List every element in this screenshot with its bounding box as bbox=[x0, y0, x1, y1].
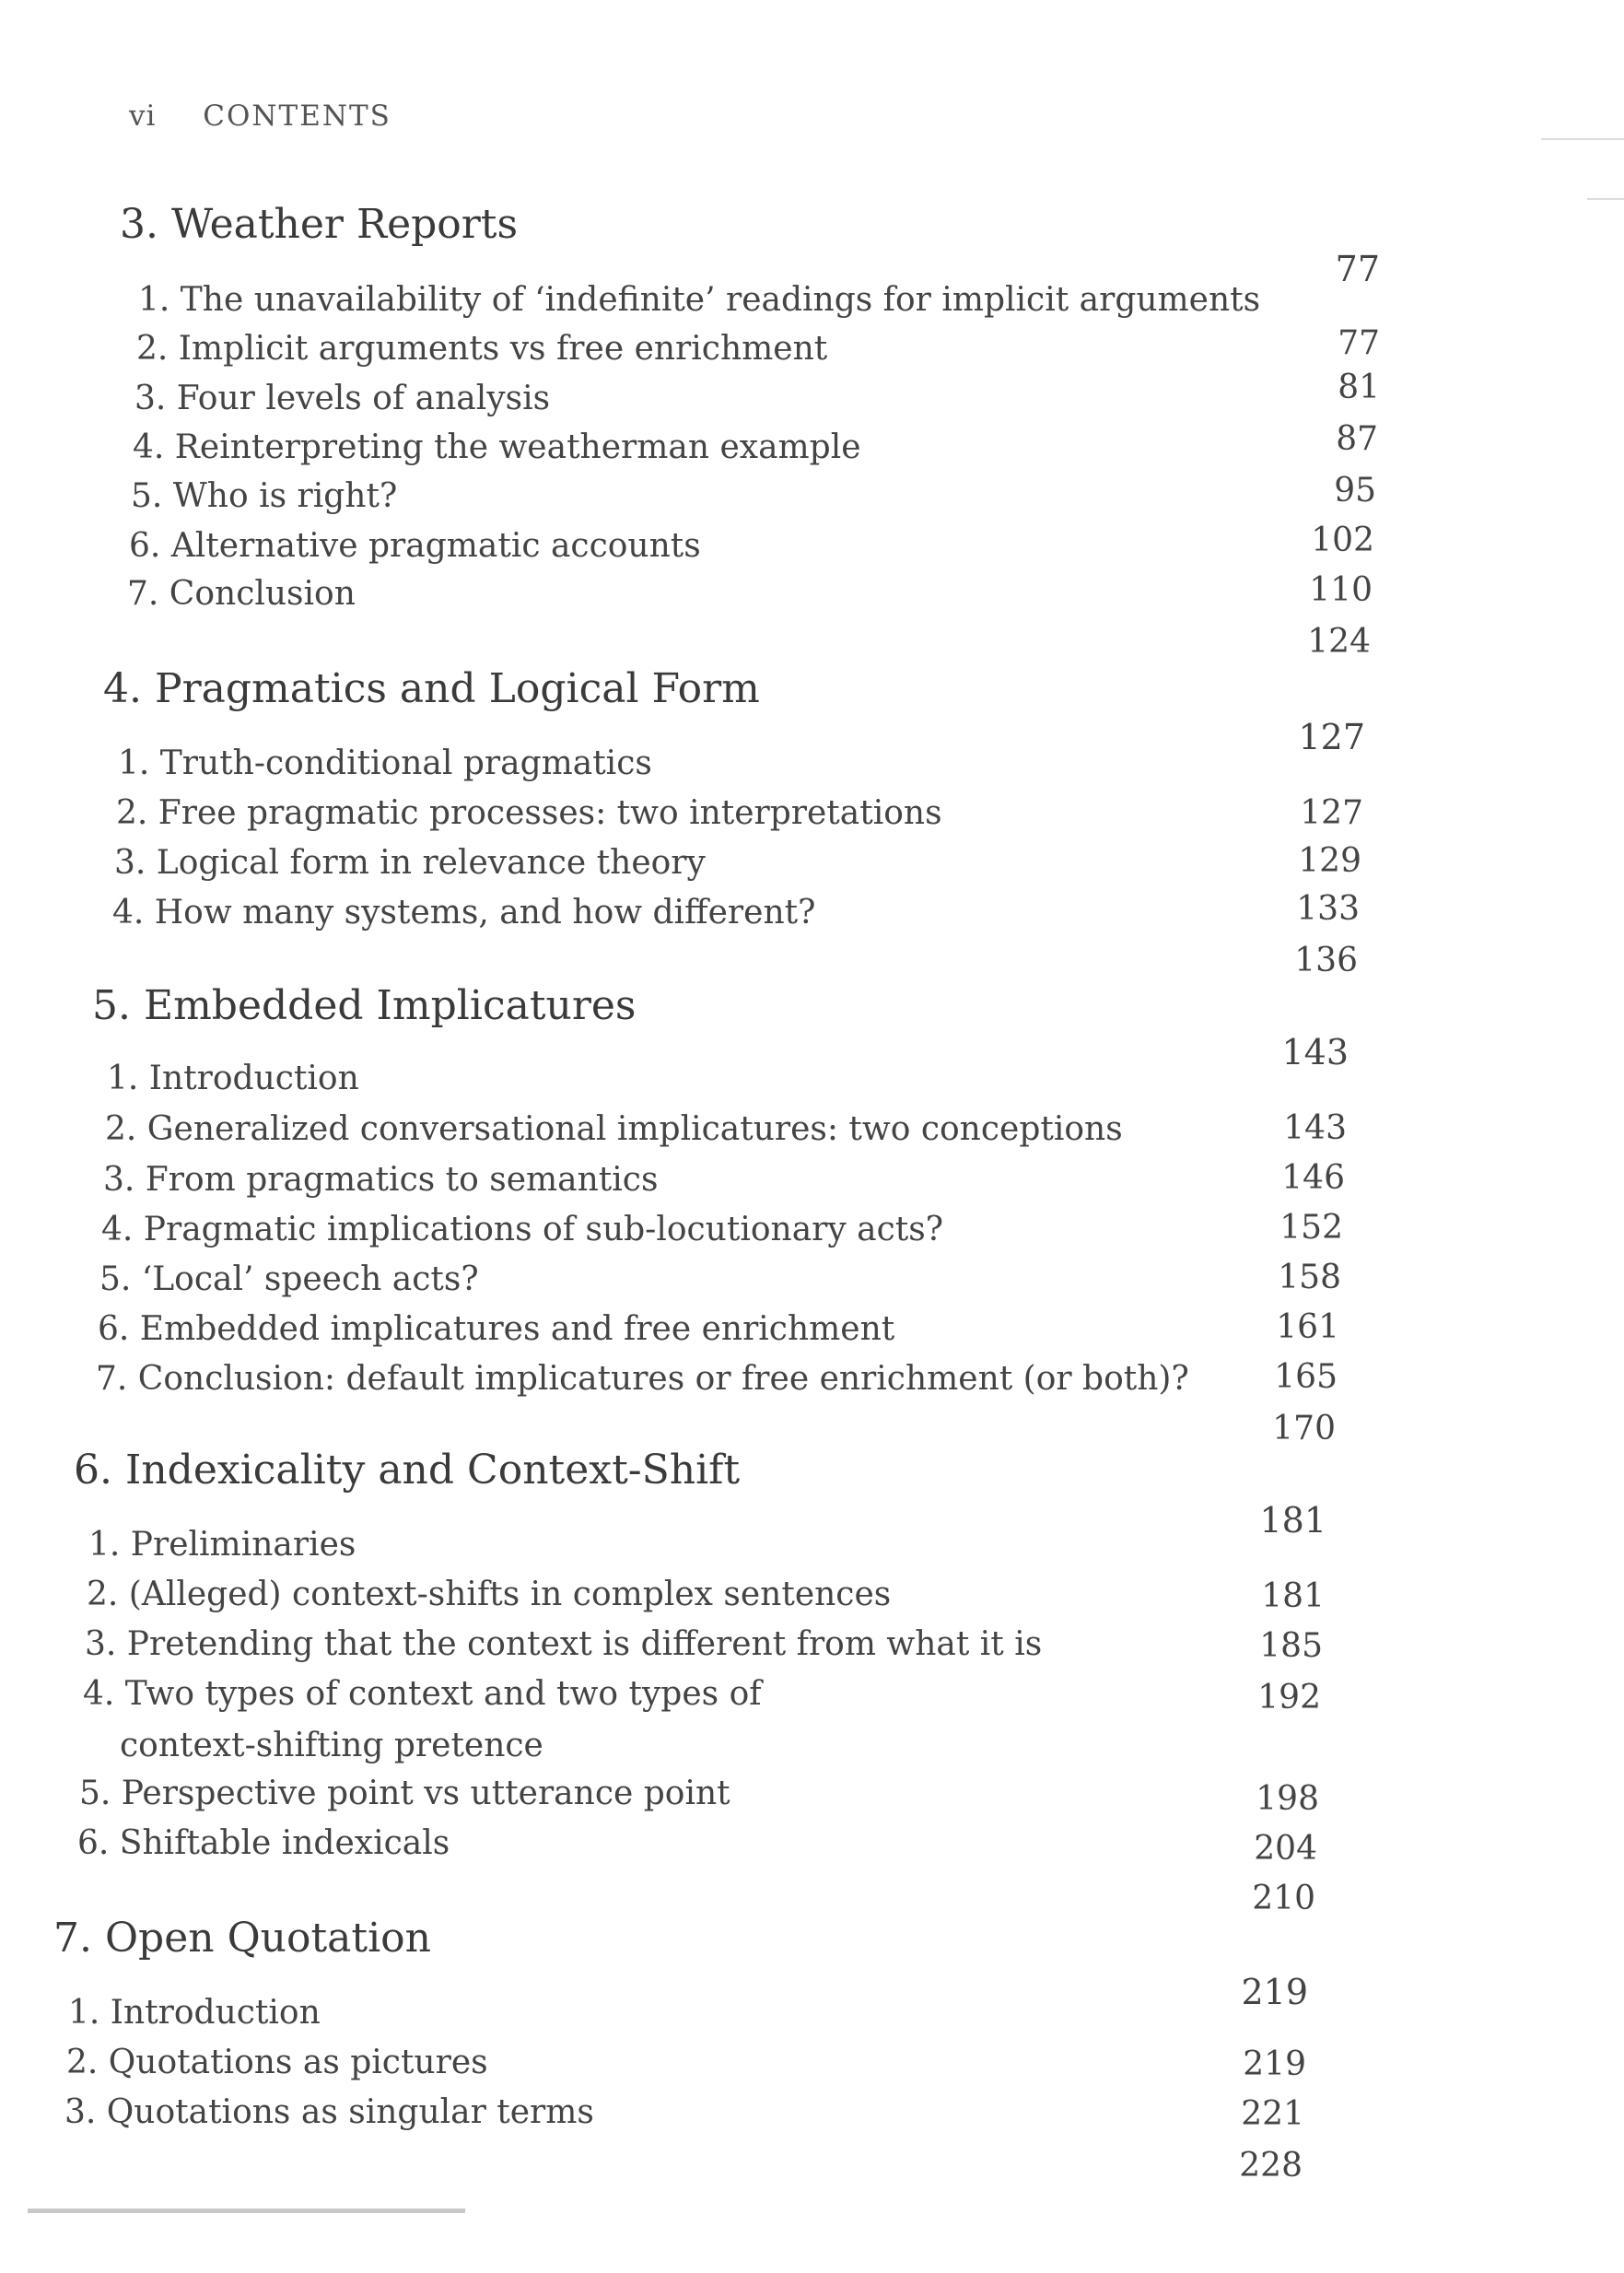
scan-edge-shadow bbox=[28, 2209, 465, 2213]
toc-entry: 2. (Alleged) context-shifts in complex sentences bbox=[87, 1576, 892, 1613]
toc-entry: 3. Logical form in relevance theory bbox=[114, 844, 706, 882]
toc-entry-page: 198 bbox=[1256, 1780, 1319, 1818]
toc-entry-page: 192 bbox=[1257, 1679, 1321, 1716]
toc-entry-page: 185 bbox=[1259, 1627, 1323, 1665]
toc-entry: 5. Perspective point vs utterance point bbox=[79, 1775, 730, 1812]
toc-entry-page: 87 bbox=[1336, 420, 1378, 458]
toc-entry: 6. Embedded implicatures and free enrichment bbox=[98, 1310, 895, 1348]
toc-entry: 4. Pragmatic implications of sub-locutionary acts? bbox=[101, 1211, 944, 1248]
page-folio: vi bbox=[129, 100, 157, 133]
toc-entry: 3. From pragmatics to semantics bbox=[103, 1161, 659, 1199]
chapter-3-page: 77 bbox=[1335, 249, 1380, 289]
toc-entry: 5. ‘Local’ speech acts? bbox=[99, 1260, 479, 1298]
toc-entry: 4. How many systems, and how different? bbox=[112, 894, 816, 931]
toc-entry-page: 204 bbox=[1254, 1830, 1317, 1868]
toc-entry-page: 146 bbox=[1281, 1159, 1345, 1197]
toc-entry-page: 95 bbox=[1334, 472, 1376, 510]
toc-entry-page: 210 bbox=[1252, 1880, 1315, 1917]
chapter-6-title: 6. Indexicality and Context-Shift bbox=[74, 1447, 741, 1494]
scan-smudge bbox=[1587, 198, 1624, 200]
toc-entry-page: 219 bbox=[1243, 2045, 1306, 2083]
running-header bbox=[129, 100, 391, 133]
toc-entry: 6. Shiftable indexicals bbox=[77, 1824, 450, 1862]
toc-entry: 1. Introduction bbox=[68, 1994, 321, 2032]
toc-entry-page: 158 bbox=[1278, 1259, 1341, 1296]
chapter-5-page: 143 bbox=[1281, 1032, 1349, 1072]
toc-entry: 2. Free pragmatic processes: two interpretations bbox=[116, 794, 942, 832]
toc-entry-page: 170 bbox=[1272, 1410, 1336, 1447]
toc-entry-page: 127 bbox=[1300, 794, 1363, 832]
toc-entry: 1. Introduction bbox=[107, 1060, 359, 1097]
toc-entry: 4. Reinterpreting the weatherman example bbox=[133, 428, 861, 466]
running-title: CONTENTS bbox=[203, 100, 391, 133]
toc-entry: 6. Alternative pragmatic accounts bbox=[129, 527, 701, 565]
chapter-4-title: 4. Pragmatics and Logical Form bbox=[103, 665, 760, 712]
chapter-7-page: 219 bbox=[1241, 1972, 1308, 2012]
toc-entry: 3. Four levels of analysis bbox=[134, 380, 551, 417]
toc-entry: 1. The unavailability of ‘indefinite’ readings for implicit arguments bbox=[138, 281, 1261, 319]
toc-entry-page: 102 bbox=[1311, 521, 1374, 559]
toc-entry-page: 165 bbox=[1274, 1358, 1338, 1396]
chapter-3-title: 3. Weather Reports bbox=[120, 201, 519, 248]
toc-entry-page: 181 bbox=[1261, 1577, 1325, 1615]
toc-entry-page: 152 bbox=[1279, 1209, 1343, 1247]
chapter-5-title: 5. Embedded Implicatures bbox=[92, 982, 637, 1029]
toc-entry-page: 129 bbox=[1298, 842, 1361, 880]
toc-entry: 3. Quotations as singular terms bbox=[64, 2093, 594, 2131]
toc-entry: 3. Pretending that the context is different from what it is bbox=[85, 1625, 1043, 1663]
toc-entry-continuation: context-shifting pretence bbox=[120, 1727, 543, 1764]
toc-entry: 1. Preliminaries bbox=[88, 1526, 356, 1564]
scan-smudge bbox=[1541, 138, 1624, 140]
chapter-4-page: 127 bbox=[1298, 717, 1365, 757]
toc-entry: 7. Conclusion bbox=[127, 575, 356, 613]
toc-entry-page: 77 bbox=[1338, 324, 1380, 362]
chapter-6-page: 181 bbox=[1259, 1500, 1326, 1541]
toc-entry-page: 221 bbox=[1241, 2095, 1304, 2133]
chapter-7-title: 7. Open Quotation bbox=[53, 1915, 431, 1962]
toc-entry: 4. Two types of context and two types of bbox=[83, 1675, 762, 1713]
toc-entry-page: 124 bbox=[1307, 623, 1371, 661]
toc-entry: 2. Implicit arguments vs free enrichment bbox=[136, 330, 828, 368]
toc-entry-page: 228 bbox=[1239, 2147, 1303, 2185]
toc-entry: 1. Truth-conditional pragmatics bbox=[118, 744, 652, 782]
toc-entry: 7. Conclusion: default implicatures or free enrichment (or both)? bbox=[96, 1360, 1189, 1398]
toc-entry: 5. Who is right? bbox=[131, 477, 398, 515]
toc-entry: 2. Quotations as pictures bbox=[66, 2044, 488, 2081]
toc-entry-page: 136 bbox=[1294, 942, 1358, 979]
toc-entry: 2. Generalized conversational implicatures: two conceptions bbox=[105, 1110, 1123, 1148]
toc-entry-page: 143 bbox=[1283, 1109, 1347, 1147]
toc-entry-page: 133 bbox=[1296, 890, 1360, 928]
toc-entry-page: 110 bbox=[1309, 571, 1373, 609]
toc-entry-page: 81 bbox=[1338, 369, 1380, 406]
toc-entry-page: 161 bbox=[1276, 1308, 1339, 1346]
